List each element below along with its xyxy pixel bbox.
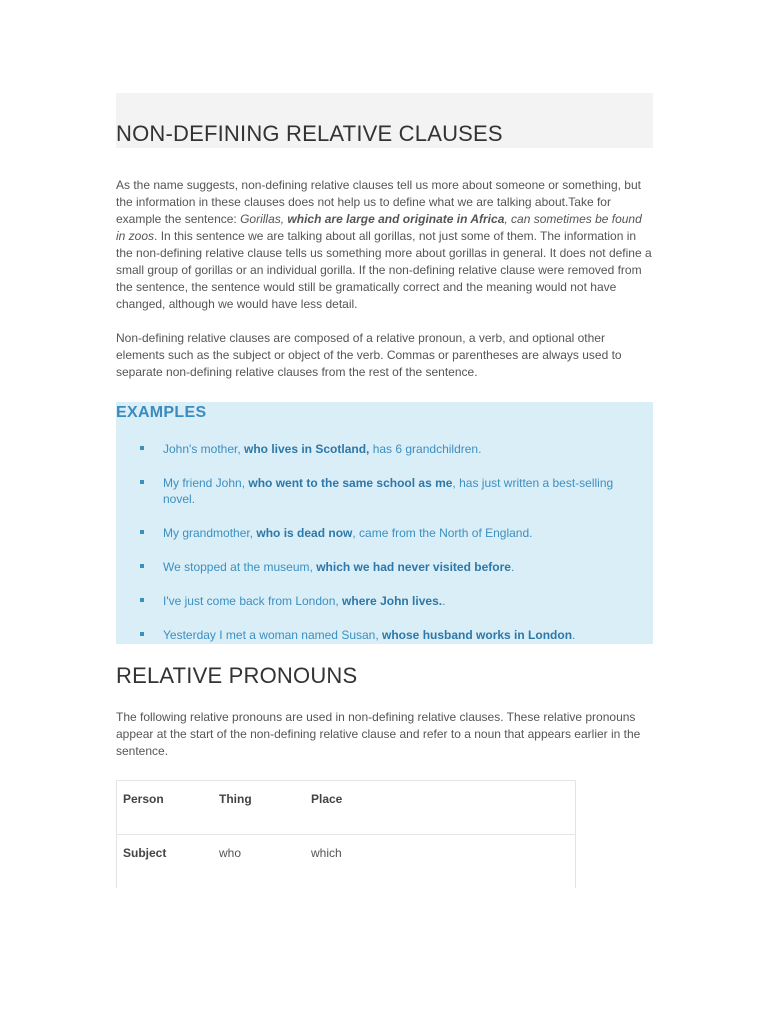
example-item [116, 559, 653, 575]
bullet-icon [140, 480, 144, 484]
example-clause: who went to the same school as me [248, 476, 453, 490]
example-text: . [510, 560, 515, 574]
examples-heading: EXAMPLES [116, 404, 207, 421]
example-clause: who lives in Scotland, [244, 442, 370, 456]
intro-paragraph-2: Non-defining relative clauses are composed of a relative pronoun, a verb, and optional other elements such as the subject or object of the verb. Commas or parentheses are always used to separate non-defining relative clauses from the rest of the sentence. [116, 331, 622, 379]
examples-list [116, 441, 653, 661]
example-text: , has just written a best-selling novel. [163, 476, 614, 506]
intro-italic-1: Gorillas, [240, 212, 288, 226]
examples-box [116, 402, 653, 644]
page-title: NON-DEFINING RELATIVE CLAUSES [116, 121, 503, 146]
bullet-icon [140, 530, 144, 534]
intro-text-2: . In this sentence we are talking about all gorillas, not just some of them. The information in the non-defining relative clause tells us something more about gorillas in general. It does not define a small group of gorillas or an individual gorilla. If the non-defining relative clause were removed from the sentence, the sentence would still be gramatically correct and the meaning would not have changed, although we would have less detail. [116, 229, 652, 311]
intro-paragraph-1 [116, 177, 653, 313]
example-text: . [572, 628, 576, 642]
example-clause: where John lives. [342, 594, 443, 608]
intro-italic-2: , can sometimes be found in zoos [116, 212, 642, 243]
pronouns-heading: RELATIVE PRONOUNS [116, 663, 358, 688]
intro-bold-italic: which are large and originate in Africa [287, 212, 505, 226]
table-cell: who [219, 845, 242, 860]
document-page [116, 93, 653, 888]
example-clause: which we had never visited before [316, 560, 511, 574]
table-row [117, 834, 575, 887]
example-text: We stopped at the museum, [163, 560, 317, 574]
table-header-row [117, 781, 575, 834]
pronouns-table [117, 781, 575, 887]
example-text: Yesterday I met a woman named Susan, [163, 628, 383, 642]
example-text: My friend John, [163, 476, 249, 490]
table-header-cell: Thing [219, 781, 311, 834]
bullet-icon [140, 598, 144, 602]
example-item [116, 475, 653, 507]
example-clause: whose husband works in London [382, 628, 573, 642]
bullet-icon [140, 564, 144, 568]
example-item [116, 441, 653, 457]
example-item [116, 593, 653, 609]
example-text: has 6 grandchildren. [369, 442, 482, 456]
table-cell: which [311, 845, 342, 860]
example-item [116, 525, 653, 541]
bullet-icon [140, 632, 144, 636]
example-clause: who is dead now [256, 526, 353, 540]
example-text: . [442, 594, 446, 608]
example-item [116, 627, 653, 643]
example-text: , came from the North of England. [352, 526, 533, 540]
intro-text-1: As the name suggests, non-defining relative clauses tell us more about someone or something, but the information in these clauses does not help us to define what we are talking about.Take for example the sentence: [116, 178, 641, 226]
example-text: I've just come back from London, [163, 594, 343, 608]
pronouns-intro: The following relative pronouns are used in non-defining relative clauses. These relative pronouns appear at the start of the non-defining relative clause and refer to a noun that appears earlier in the sentence. [116, 710, 641, 758]
title-band [116, 93, 653, 148]
example-text: John's mother, [163, 442, 244, 456]
table-header-cell: Person [117, 781, 219, 834]
pronouns-table-container [116, 780, 576, 888]
table-cell: Subject [123, 845, 167, 860]
example-text: My grandmother, [163, 526, 257, 540]
table-header-cell: Place [311, 781, 575, 834]
bullet-icon [140, 446, 144, 450]
